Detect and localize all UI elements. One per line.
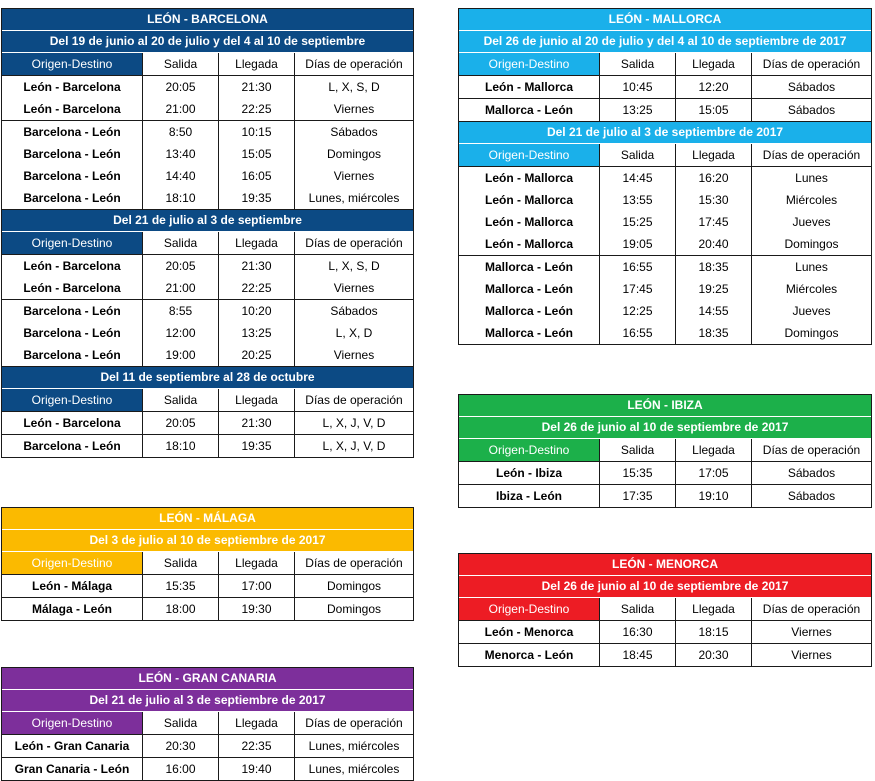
departure-cell: 16:55 xyxy=(600,256,676,278)
column-header-origen: Origen-Destino xyxy=(459,144,600,166)
days-cell: Lunes, miércoles xyxy=(308,739,400,753)
arrival-cell: 19:30 xyxy=(219,598,295,620)
flight-row xyxy=(2,165,413,187)
flight-row xyxy=(2,255,413,277)
days-cell: Viernes xyxy=(333,348,375,362)
departure-cell: 13:25 xyxy=(600,99,676,121)
days-cell: Jueves xyxy=(792,304,831,318)
arrival-cell: 19:25 xyxy=(676,278,752,300)
route-cell: León - Ibiza xyxy=(459,462,600,484)
arrival-cell: 19:35 xyxy=(219,435,295,457)
table-title: LEÓN - MALLORCA xyxy=(459,9,871,31)
column-header-dias: Días de operación xyxy=(305,393,403,407)
route-cell: León - Mallorca xyxy=(459,233,600,255)
departure-cell: 20:30 xyxy=(143,735,219,757)
arrival-cell: 16:20 xyxy=(676,167,752,189)
period-header: Del 21 de julio al 3 de septiembre xyxy=(2,210,413,232)
flight-row xyxy=(2,300,413,322)
days-cell: Domingos xyxy=(326,579,382,593)
route-cell: León - Málaga xyxy=(2,575,143,597)
column-header-row xyxy=(2,712,413,735)
flight-row xyxy=(459,233,871,256)
days-cell: L, X, J, V, D xyxy=(322,416,386,430)
route-cell: Barcelona - León xyxy=(2,165,143,187)
period-header: Del 26 de junio al 10 de septiembre de 2017 xyxy=(459,576,871,598)
flight-row xyxy=(2,598,413,620)
period-header: Del 21 de julio al 3 de septiembre de 2017 xyxy=(2,690,413,712)
flight-row xyxy=(459,485,871,507)
route-cell: Mallorca - León xyxy=(459,300,600,322)
departure-cell: 18:00 xyxy=(143,598,219,620)
route-cell: Barcelona - León xyxy=(2,435,143,457)
column-header-dias: Días de operación xyxy=(762,443,861,457)
departure-cell: 12:25 xyxy=(600,300,676,322)
period-header: Del 19 de junio al 20 de julio y del 4 al 10 de septiembre xyxy=(2,31,413,53)
flight-row xyxy=(2,76,413,98)
flight-row xyxy=(459,99,871,122)
route-cell: Mallorca - León xyxy=(459,278,600,300)
route-cell: Gran Canaria - León xyxy=(2,758,143,780)
days-cell: L, X, S, D xyxy=(328,259,380,273)
arrival-cell: 20:40 xyxy=(676,233,752,255)
column-header-row xyxy=(459,598,871,621)
column-header-row xyxy=(2,552,413,575)
route-cell: León - Barcelona xyxy=(2,277,143,299)
column-header-salida: Salida xyxy=(143,552,219,574)
flight-row xyxy=(2,322,413,344)
flight-row xyxy=(2,575,413,598)
departure-cell: 20:05 xyxy=(143,255,219,277)
flight-row xyxy=(459,256,871,278)
days-cell: Sábados xyxy=(330,125,378,139)
column-header-origen: Origen-Destino xyxy=(2,552,143,574)
flight-row xyxy=(459,322,871,344)
period-header: Del 26 de junio al 10 de septiembre de 2017 xyxy=(459,417,871,439)
route-cell: León - Mallorca xyxy=(459,167,600,189)
table-title: LEÓN - BARCELONA xyxy=(2,9,413,31)
days-cell: Viernes xyxy=(333,102,375,116)
schedule-table-gran-canaria xyxy=(1,667,414,781)
arrival-cell: 13:25 xyxy=(219,322,295,344)
column-header-llegada: Llegada xyxy=(676,144,752,166)
days-cell: Lunes, miércoles xyxy=(308,191,400,205)
route-cell: Menorca - León xyxy=(459,644,600,666)
route-cell: Barcelona - León xyxy=(2,322,143,344)
column-header-salida: Salida xyxy=(600,598,676,620)
column-header-salida: Salida xyxy=(143,389,219,411)
days-cell: Domingos xyxy=(784,326,839,340)
days-cell: Domingos xyxy=(784,237,839,251)
departure-cell: 21:00 xyxy=(143,98,219,120)
arrival-cell: 10:20 xyxy=(219,300,295,322)
flight-row xyxy=(459,278,871,300)
route-cell: León - Gran Canaria xyxy=(2,735,143,757)
schedule-table-barcelona xyxy=(1,8,414,458)
column-header-llegada: Llegada xyxy=(219,712,295,734)
departure-cell: 12:00 xyxy=(143,322,219,344)
table-title: LEÓN - IBIZA xyxy=(459,395,871,417)
departure-cell: 17:35 xyxy=(600,485,676,507)
column-header-origen: Origen-Destino xyxy=(2,389,143,411)
route-cell: León - Barcelona xyxy=(2,98,143,120)
arrival-cell: 22:35 xyxy=(219,735,295,757)
departure-cell: 10:45 xyxy=(600,76,676,98)
flight-row xyxy=(2,344,413,367)
days-cell: Sábados xyxy=(787,80,836,94)
route-cell: Barcelona - León xyxy=(2,143,143,165)
table-title: LEÓN - MÁLAGA xyxy=(2,508,413,530)
period-header: Del 11 de septiembre al 28 de octubre xyxy=(2,367,413,389)
days-cell: Sábados xyxy=(787,103,836,117)
arrival-cell: 21:30 xyxy=(219,412,295,434)
period-header: Del 3 de julio al 10 de septiembre de 2017 xyxy=(2,530,413,552)
route-cell: León - Mallorca xyxy=(459,211,600,233)
arrival-cell: 12:20 xyxy=(676,76,752,98)
days-cell: Sábados xyxy=(787,489,836,503)
column-header-dias: Días de operación xyxy=(305,57,403,71)
column-header-dias: Días de operación xyxy=(762,148,861,162)
route-cell: Málaga - León xyxy=(2,598,143,620)
column-header-llegada: Llegada xyxy=(219,389,295,411)
flight-row xyxy=(459,76,871,99)
column-header-row xyxy=(2,389,413,412)
route-cell: Mallorca - León xyxy=(459,256,600,278)
arrival-cell: 15:30 xyxy=(676,189,752,211)
column-header-origen: Origen-Destino xyxy=(2,712,143,734)
schedule-table-mallorca xyxy=(458,8,872,345)
departure-cell: 14:45 xyxy=(600,167,676,189)
arrival-cell: 21:30 xyxy=(219,76,295,98)
column-header-llegada: Llegada xyxy=(219,552,295,574)
days-cell: L, X, J, V, D xyxy=(322,439,386,453)
arrival-cell: 22:25 xyxy=(219,277,295,299)
column-header-origen: Origen-Destino xyxy=(2,232,143,254)
flight-row xyxy=(2,435,413,457)
route-cell: Ibiza - León xyxy=(459,485,600,507)
arrival-cell: 17:05 xyxy=(676,462,752,484)
arrival-cell: 16:05 xyxy=(219,165,295,187)
days-cell: Sábados xyxy=(330,304,378,318)
departure-cell: 8:50 xyxy=(143,121,219,143)
days-cell: L, X, D xyxy=(335,326,373,340)
column-header-llegada: Llegada xyxy=(676,439,752,461)
arrival-cell: 18:35 xyxy=(676,322,752,344)
arrival-cell: 10:15 xyxy=(219,121,295,143)
days-cell: L, X, S, D xyxy=(328,80,380,94)
column-header-salida: Salida xyxy=(600,144,676,166)
days-cell: Miércoles xyxy=(785,282,838,296)
departure-cell: 16:30 xyxy=(600,621,676,643)
arrival-cell: 17:45 xyxy=(676,211,752,233)
column-header-origen: Origen-Destino xyxy=(2,53,143,75)
route-cell: Barcelona - León xyxy=(2,300,143,322)
column-header-llegada: Llegada xyxy=(219,53,295,75)
column-header-salida: Salida xyxy=(143,53,219,75)
arrival-cell: 18:15 xyxy=(676,621,752,643)
days-cell: Domingos xyxy=(326,602,382,616)
column-header-dias: Días de operación xyxy=(305,236,403,250)
flight-row xyxy=(459,189,871,211)
column-header-dias: Días de operación xyxy=(762,602,861,616)
column-header-llegada: Llegada xyxy=(219,232,295,254)
column-header-row xyxy=(459,144,871,167)
column-header-dias: Días de operación xyxy=(762,57,861,71)
route-cell: Barcelona - León xyxy=(2,344,143,366)
flight-row xyxy=(459,300,871,322)
flight-row xyxy=(2,277,413,300)
schedule-table-ibiza xyxy=(458,394,872,508)
column-header-llegada: Llegada xyxy=(676,598,752,620)
departure-cell: 17:45 xyxy=(600,278,676,300)
departure-cell: 16:55 xyxy=(600,322,676,344)
column-header-row xyxy=(459,439,871,462)
column-header-row xyxy=(2,232,413,255)
days-cell: Viernes xyxy=(333,169,375,183)
days-cell: Sábados xyxy=(787,466,836,480)
departure-cell: 19:00 xyxy=(143,344,219,366)
arrival-cell: 14:55 xyxy=(676,300,752,322)
route-cell: León - Menorca xyxy=(459,621,600,643)
days-cell: Viernes xyxy=(333,281,375,295)
flight-row xyxy=(2,121,413,143)
days-cell: Viernes xyxy=(791,625,832,639)
flight-row xyxy=(2,143,413,165)
arrival-cell: 19:35 xyxy=(219,187,295,209)
column-header-salida: Salida xyxy=(143,232,219,254)
departure-cell: 19:05 xyxy=(600,233,676,255)
period-header: Del 26 de junio al 20 de julio y del 4 al 10 de septiembre de 2017 xyxy=(459,31,871,53)
arrival-cell: 20:25 xyxy=(219,344,295,366)
arrival-cell: 17:00 xyxy=(219,575,295,597)
flight-row xyxy=(2,98,413,121)
arrival-cell: 19:40 xyxy=(219,758,295,780)
arrival-cell: 15:05 xyxy=(219,143,295,165)
departure-cell: 13:55 xyxy=(600,189,676,211)
departure-cell: 15:25 xyxy=(600,211,676,233)
departure-cell: 20:05 xyxy=(143,76,219,98)
days-cell: Jueves xyxy=(792,215,831,229)
arrival-cell: 18:35 xyxy=(676,256,752,278)
flight-row xyxy=(2,758,413,780)
departure-cell: 18:45 xyxy=(600,644,676,666)
flight-row xyxy=(459,167,871,189)
arrival-cell: 22:25 xyxy=(219,98,295,120)
schedule-table-menorca xyxy=(458,553,872,667)
arrival-cell: 21:30 xyxy=(219,255,295,277)
table-title: LEÓN - GRAN CANARIA xyxy=(2,668,413,690)
column-header-salida: Salida xyxy=(600,439,676,461)
column-header-origen: Origen-Destino xyxy=(459,53,600,75)
flight-row xyxy=(459,621,871,644)
column-header-origen: Origen-Destino xyxy=(459,598,600,620)
column-header-salida: Salida xyxy=(143,712,219,734)
flight-row xyxy=(2,735,413,758)
schedule-table-malaga xyxy=(1,507,414,621)
days-cell: Lunes xyxy=(795,171,828,185)
route-cell: León - Barcelona xyxy=(2,76,143,98)
days-cell: Domingos xyxy=(326,147,382,161)
departure-cell: 15:35 xyxy=(143,575,219,597)
flight-row xyxy=(459,644,871,666)
arrival-cell: 20:30 xyxy=(676,644,752,666)
route-cell: Barcelona - León xyxy=(2,187,143,209)
route-cell: León - Barcelona xyxy=(2,255,143,277)
arrival-cell: 19:10 xyxy=(676,485,752,507)
days-cell: Miércoles xyxy=(785,193,838,207)
flight-row xyxy=(459,462,871,485)
period-header: Del 21 de julio al 3 de septiembre de 2017 xyxy=(459,122,871,144)
column-header-salida: Salida xyxy=(600,53,676,75)
departure-cell: 18:10 xyxy=(143,435,219,457)
days-cell: Viernes xyxy=(791,648,832,662)
arrival-cell: 15:05 xyxy=(676,99,752,121)
departure-cell: 13:40 xyxy=(143,143,219,165)
flight-row xyxy=(459,211,871,233)
column-header-row xyxy=(459,53,871,76)
departure-cell: 8:55 xyxy=(143,300,219,322)
table-title: LEÓN - MENORCA xyxy=(459,554,871,576)
departure-cell: 16:00 xyxy=(143,758,219,780)
flight-row xyxy=(2,187,413,210)
route-cell: Mallorca - León xyxy=(459,322,600,344)
departure-cell: 18:10 xyxy=(143,187,219,209)
days-cell: Lunes, miércoles xyxy=(308,762,400,776)
route-cell: Barcelona - León xyxy=(2,121,143,143)
departure-cell: 14:40 xyxy=(143,165,219,187)
column-header-dias: Días de operación xyxy=(305,716,403,730)
column-header-row xyxy=(2,53,413,76)
route-cell: León - Mallorca xyxy=(459,189,600,211)
days-cell: Lunes xyxy=(795,260,828,274)
departure-cell: 21:00 xyxy=(143,277,219,299)
flight-row xyxy=(2,412,413,435)
route-cell: León - Barcelona xyxy=(2,412,143,434)
column-header-dias: Días de operación xyxy=(305,556,403,570)
departure-cell: 20:05 xyxy=(143,412,219,434)
route-cell: Mallorca - León xyxy=(459,99,600,121)
route-cell: León - Mallorca xyxy=(459,76,600,98)
column-header-llegada: Llegada xyxy=(676,53,752,75)
column-header-origen: Origen-Destino xyxy=(459,439,600,461)
departure-cell: 15:35 xyxy=(600,462,676,484)
